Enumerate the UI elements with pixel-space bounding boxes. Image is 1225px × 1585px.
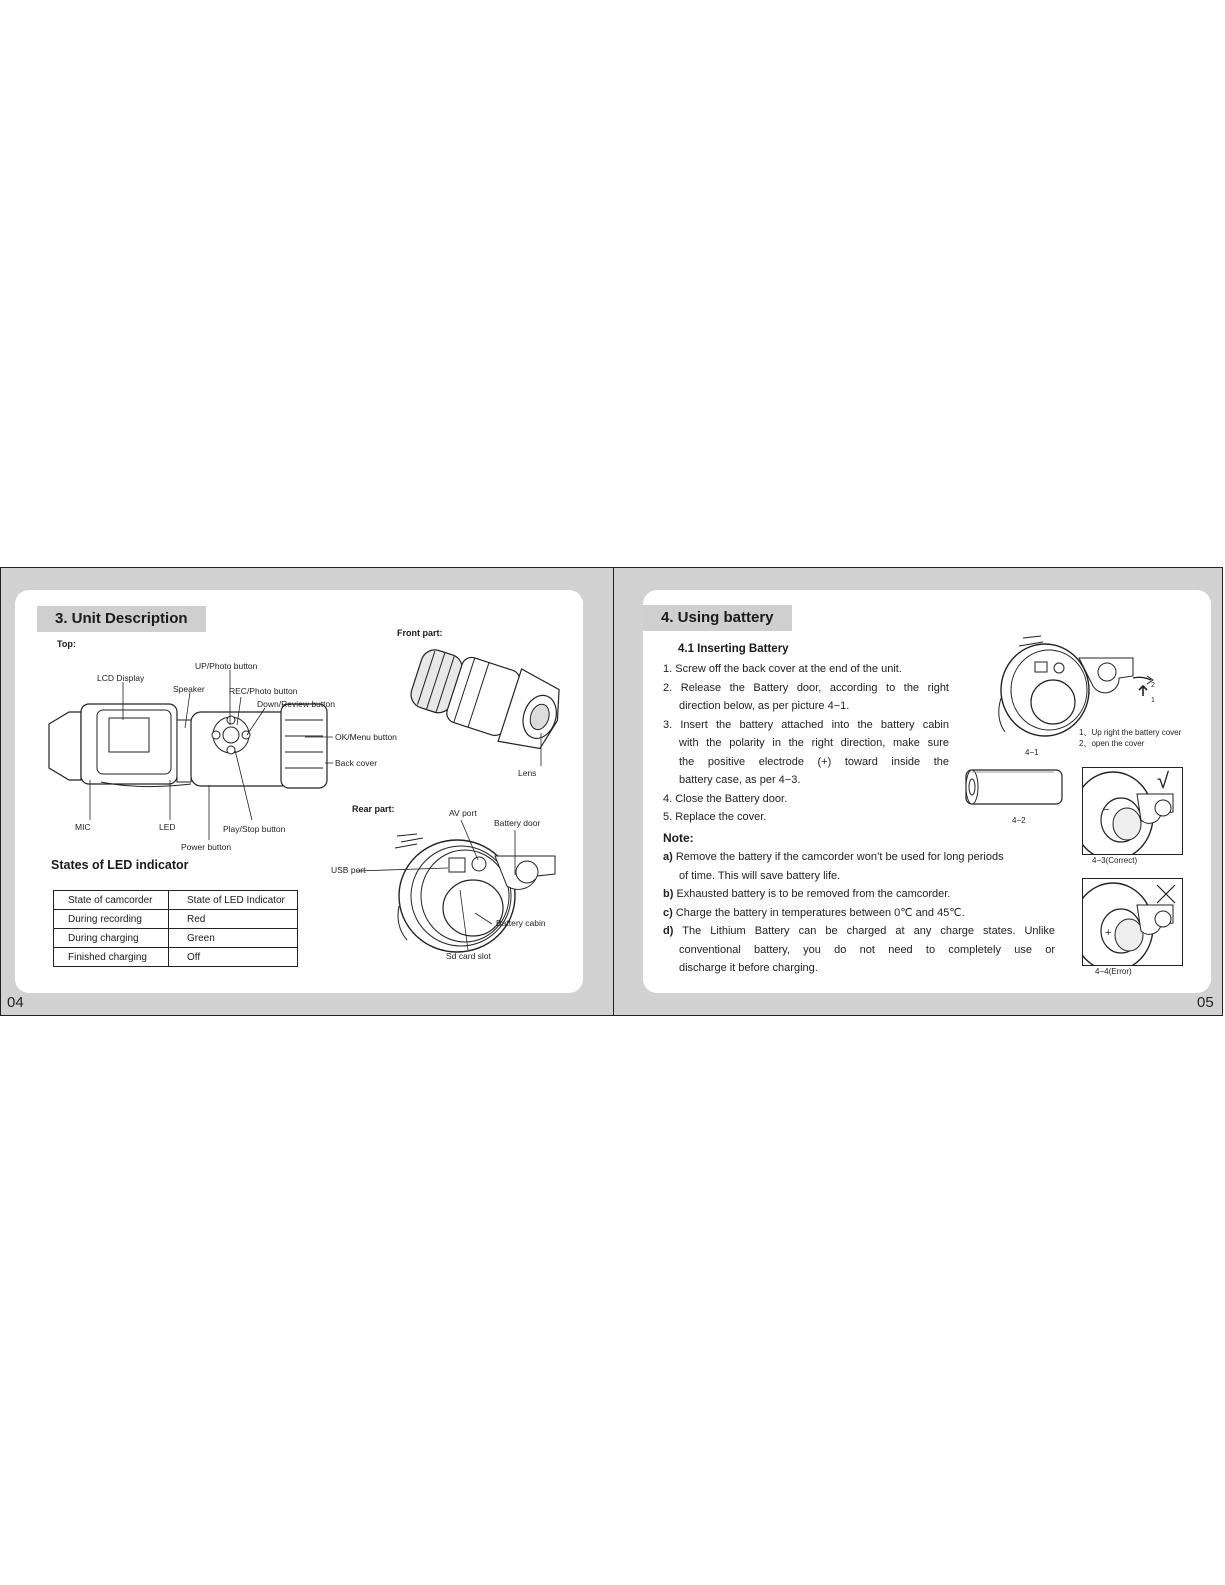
callout-lens: Lens xyxy=(518,768,537,778)
page-divider xyxy=(613,568,614,1015)
note-item-d xyxy=(663,922,1055,941)
subheading-inserting-battery: 4.1 Inserting Battery xyxy=(678,643,789,655)
callout-lcd-display: LCD Display xyxy=(97,673,145,683)
callout-led: LED xyxy=(159,822,176,832)
note-item-b xyxy=(663,885,1055,904)
figure-4-4-illustration xyxy=(1083,879,1182,965)
callout-speaker: Speaker xyxy=(173,684,205,694)
step-line: 2. Release the Battery door, according to the right xyxy=(663,681,949,694)
callout-av-port: AV port xyxy=(449,808,477,818)
figure-4-4-caption: 4−4(Error) xyxy=(1095,967,1132,976)
table-cell: During recording xyxy=(54,910,169,929)
top-view-label: Top: xyxy=(57,639,76,649)
section-title-unit-description: 3. Unit Description xyxy=(37,606,206,632)
note-key: b) xyxy=(663,888,674,900)
note-text: conventional battery, you do not need to completely use or xyxy=(679,943,1055,956)
table-header-row xyxy=(54,891,298,910)
front-part-label: Front part: xyxy=(397,628,443,638)
figure-4-3-caption: 4−3(Correct) xyxy=(1092,856,1138,865)
callout-up-photo-button: UP/Photo button xyxy=(195,661,258,671)
figure-4-1-note-2: 2、open the cover xyxy=(1079,739,1145,748)
table-row xyxy=(54,929,298,948)
manual-spread xyxy=(0,567,1223,1016)
figure-4-2-battery-illustration xyxy=(958,762,1068,814)
step-line: 3. Insert the battery attached into the battery cabin xyxy=(663,718,949,731)
callout-play-stop-button: Play/Stop button xyxy=(223,824,286,834)
note-key: a) xyxy=(663,851,673,863)
note-text: Charge the battery in temperatures between 0℃ and 45℃. xyxy=(675,906,965,919)
notes-list xyxy=(663,848,1055,978)
callout-battery-door: Battery door xyxy=(494,818,541,828)
led-states-heading: States of LED indicator xyxy=(51,858,189,872)
page-number-left: 04 xyxy=(7,994,24,1011)
table-row xyxy=(54,948,298,967)
step-line: direction below, as per picture 4−1. xyxy=(679,700,850,712)
plus-sign-icon: + xyxy=(1105,927,1112,939)
callout-battery-cabin: Battery cabin xyxy=(496,918,546,928)
note-key: c) xyxy=(663,906,673,919)
callout-down-review-button: Down/Review button xyxy=(257,699,335,709)
cross-mark-icon xyxy=(1157,885,1175,903)
rear-part-label: Rear part: xyxy=(352,804,395,814)
figure-4-3-correct-box xyxy=(1082,767,1183,855)
callout-rec-photo-button: REC/Photo button xyxy=(229,686,298,696)
note-key: d) xyxy=(663,925,674,937)
callout-power-button: Power button xyxy=(181,842,232,852)
note-text: of time. This will save battery life. xyxy=(679,869,841,882)
figure-4-1-caption: 4−1 xyxy=(1025,748,1039,757)
figure-4-2-caption: 4−2 xyxy=(1012,816,1026,825)
arrow-number-2: 2 xyxy=(1151,682,1155,689)
table-cell: Red xyxy=(169,910,298,929)
figure-4-4-error-box xyxy=(1082,878,1183,966)
step-line: with the polarity in the right direction, make sure xyxy=(679,737,949,749)
table-cell: Finished charging xyxy=(54,948,169,967)
callout-usb-port: USB port xyxy=(331,865,366,875)
table-cell: Green xyxy=(169,929,298,948)
minus-sign-icon: − xyxy=(1103,804,1110,816)
step-line: the positive electrode (+) toward inside the xyxy=(679,755,949,768)
callout-sd-card-slot: Sd card slot xyxy=(446,951,491,961)
arrow-number-1: 1 xyxy=(1151,697,1155,704)
step-line: 5. Replace the cover. xyxy=(663,811,767,823)
page-number-right: 05 xyxy=(1197,994,1214,1011)
note-heading: Note: xyxy=(663,831,694,845)
table-cell: Off xyxy=(169,948,298,967)
insert-steps xyxy=(663,660,949,827)
figure-4-1-note-1: 1、Up right the battery cover xyxy=(1079,728,1182,737)
table-header-cell: State of LED Indicator xyxy=(169,891,298,910)
callout-back-cover: Back cover xyxy=(335,758,378,768)
note-text: The Lithium Battery can be charged at any charge states. Unlike xyxy=(682,925,1056,937)
callout-ok-menu-button: OK/Menu button xyxy=(335,732,397,742)
table-header-cell: State of camcorder xyxy=(54,891,169,910)
note-text: Exhausted battery is to be removed from the camcorder. xyxy=(676,888,951,900)
table-cell: During charging xyxy=(54,929,169,948)
note-text: discharge it before charging. xyxy=(679,962,818,974)
step-line: 1. Screw off the back cover at the end of the unit. xyxy=(663,663,902,675)
note-item-c xyxy=(663,904,1055,923)
note-text: Remove the battery if the camcorder won’t be used for long periods xyxy=(675,851,1004,863)
table-row xyxy=(54,910,298,929)
callout-mic: MIC xyxy=(75,822,91,832)
section-title-using-battery: 4. Using battery xyxy=(643,605,792,631)
right-page-card xyxy=(643,590,1211,993)
note-item-a xyxy=(663,848,1055,867)
led-state-table xyxy=(53,890,298,967)
step-line: 4. Close the Battery door. xyxy=(663,792,788,805)
left-page-card xyxy=(15,590,583,993)
step-line: battery case, as per 4−3. xyxy=(679,774,801,786)
check-mark-icon: √ xyxy=(1157,768,1170,793)
